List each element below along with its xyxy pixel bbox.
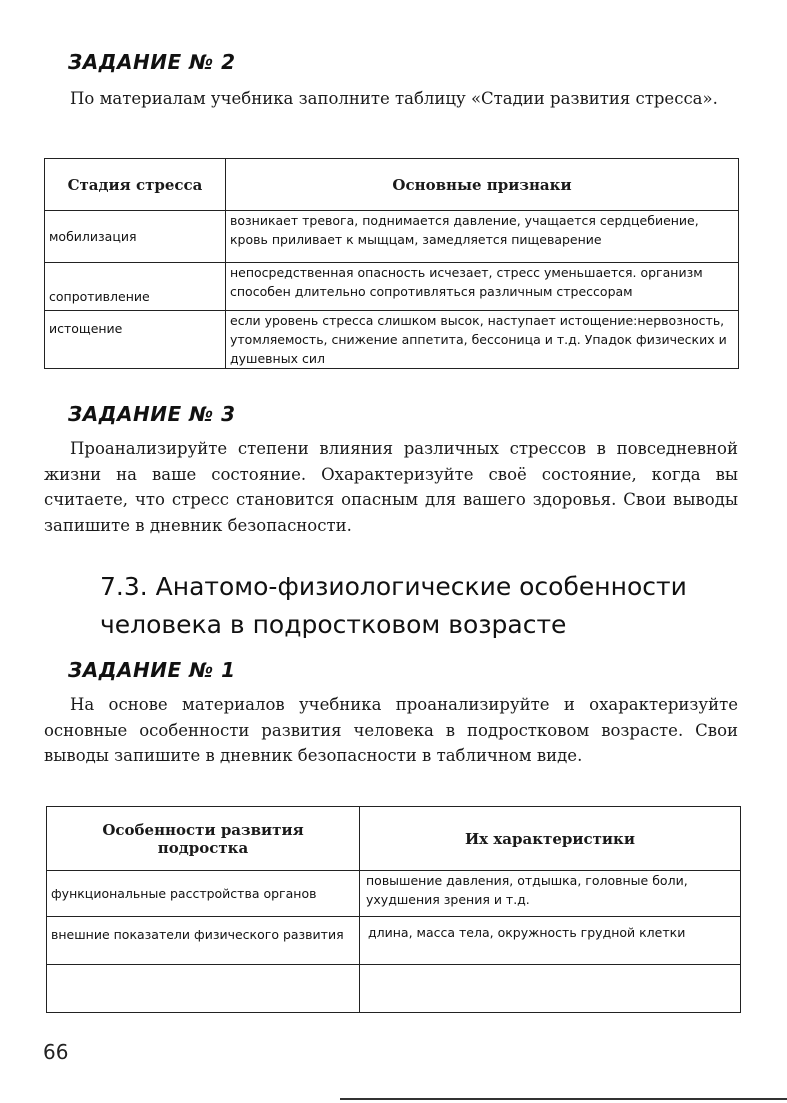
table-row: [47, 871, 741, 917]
teen-development-table: [46, 806, 741, 1013]
table-row: [45, 311, 739, 369]
signs-cell: возникает тревога, поднимается давление, учащается сердцебиение, кровь приливает к мыщцам, замедляется пищеварение: [230, 213, 699, 247]
signs-column-header: Основные признаки: [226, 159, 739, 211]
table-row: [47, 965, 741, 1013]
table-row: [45, 263, 739, 311]
task2-text: По материалам учебника заполните таблицу «Стадии развития стресса».: [70, 89, 718, 108]
characteristics-column-header: Их характеристики: [360, 807, 741, 871]
task1-heading: ЗАДАНИЕ № 1: [68, 658, 236, 682]
stage-cell: сопротивление: [49, 289, 150, 304]
characteristics-cell: длина, масса тела, окружность грудной клетки: [368, 925, 686, 940]
table-row: [47, 917, 741, 965]
task3-heading: ЗАДАНИЕ № 3: [68, 402, 236, 426]
stage-cell: истощение: [49, 321, 123, 336]
task3-text: Проанализируйте степени влияния различных стрессов в повседневной жизни на ваше состояние. Охарактеризуйте своё состояние, когда вы считаете, что стресс становится опасным для вашего здоровья. Свои выводы запишите в дневник безопасности.: [44, 439, 738, 535]
task2-heading: ЗАДАНИЕ № 2: [68, 50, 236, 74]
feature-cell: функциональные расстройства органов: [51, 886, 317, 901]
stress-stages-table: [44, 158, 739, 369]
signs-cell: непосредственная опасность исчезает, стресс уменьшается. организм способен длительно сопротивляться различным стрессорам: [230, 265, 703, 299]
table-row: [45, 211, 739, 263]
signs-cell: если уровень стресса слишком высок, наступает истощение:нервозность, утомляемость, снижение аппетита, бессоница и т.д. Упадок физических и душевных сил: [230, 313, 727, 366]
stage-cell: мобилизация: [49, 229, 137, 244]
feature-cell: внешние показатели физического развития: [51, 927, 344, 942]
page-number: 66: [43, 1040, 69, 1064]
feature-column-header: Особенности развития подростка: [47, 807, 360, 871]
task1-text: На основе материалов учебника проанализируйте и охарактеризуйте основные особенности развития человека в подростковом возрасте. Свои выводы запишите в дневник безопасности в табличном виде.: [44, 695, 738, 765]
section-title: 7.3. Анатомо-физиологические особенности человека в подростковом возрасте: [100, 572, 687, 639]
characteristics-cell: повышение давления, отдышка, головные боли, ухудшения зрения и т.д.: [366, 873, 688, 907]
bottom-rule: [340, 1098, 787, 1100]
stage-column-header: Стадия стресса: [45, 159, 226, 211]
